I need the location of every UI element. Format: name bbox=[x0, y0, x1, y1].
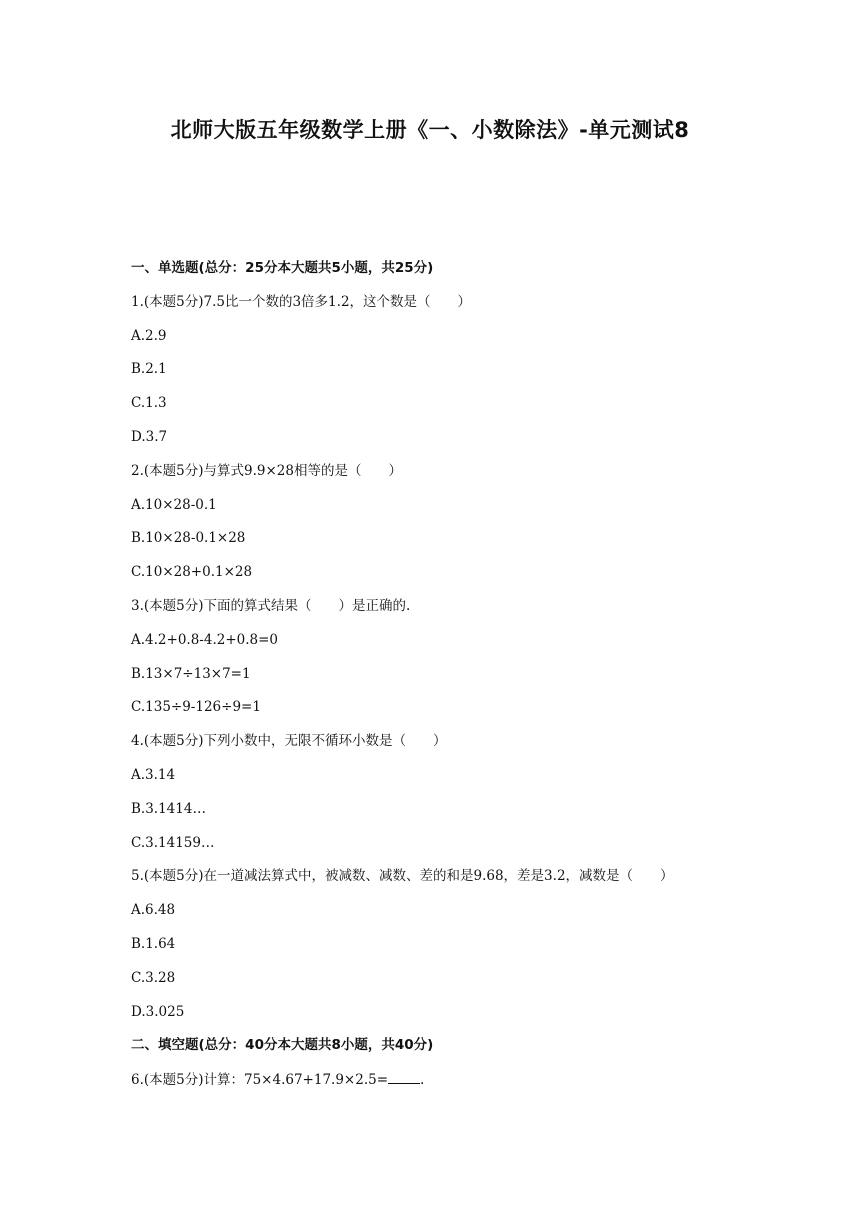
question-2-option-b: B.10×28-0.1×28 bbox=[131, 530, 246, 547]
question-1-stem: 1.(本题5分)7.5比一个数的3倍多1.2，这个数是（ ） bbox=[131, 293, 472, 310]
question-3-option-a: A.4.2+0.8-4.2+0.8=0 bbox=[131, 631, 279, 648]
question-4-option-a: A.3.14 bbox=[131, 766, 176, 783]
question-5-option-d: D.3.025 bbox=[131, 1003, 185, 1020]
question-5-option-b: B.1.64 bbox=[131, 935, 176, 952]
question-1-option-d: D.3.7 bbox=[131, 428, 168, 445]
question-4-option-c: C.3.14159… bbox=[131, 834, 215, 851]
question-4-stem: 4.(本题5分)下列小数中，无限不循环小数是（ ） bbox=[131, 733, 447, 750]
question-6-end: . bbox=[420, 1072, 425, 1089]
answer-blank bbox=[388, 1069, 420, 1084]
question-5-option-c: C.3.28 bbox=[131, 969, 176, 986]
exam-content bbox=[131, 258, 791, 1103]
section-heading-fill-blank: 二、填空题(总分：40分本大题共8小题，共40分) bbox=[131, 1037, 434, 1054]
question-3-option-c: C.135÷9-126÷9=1 bbox=[131, 699, 261, 716]
question-6 bbox=[131, 1069, 791, 1103]
section-heading-single-choice: 一、单选题(总分：25分本大题共5小题，共25分) bbox=[131, 260, 434, 276]
page-title: 北师大版五年级数学上册《一、小数除法》-单元测试8 bbox=[170, 118, 690, 142]
question-2-option-a: A.10×28-0.1 bbox=[131, 496, 217, 513]
question-1-option-b: B.2.1 bbox=[131, 361, 167, 378]
question-5-stem: 5.(本题5分)在一道减法算式中，被减数、减数、差的和是9.68，差是3.2，减数是（ ） bbox=[131, 868, 674, 885]
question-2-stem: 2.(本题5分)与算式9.9×28相等的是（ ） bbox=[131, 462, 402, 479]
question-1-option-a: A.2.9 bbox=[131, 327, 167, 344]
question-6-stem: 6.(本题5分)计算：75×4.67+17.9×2.5= bbox=[131, 1072, 389, 1089]
question-3-option-b: B.13×7÷13×7=1 bbox=[131, 665, 251, 682]
question-3-stem: 3.(本题5分)下面的算式结果（ ）是正确的. bbox=[131, 597, 411, 614]
question-1-option-c: C.1.3 bbox=[131, 395, 167, 412]
question-5-option-a: A.6.48 bbox=[131, 902, 176, 919]
question-4-option-b: B.3.1414… bbox=[131, 800, 206, 817]
question-2-option-c: C.10×28+0.1×28 bbox=[131, 564, 253, 581]
